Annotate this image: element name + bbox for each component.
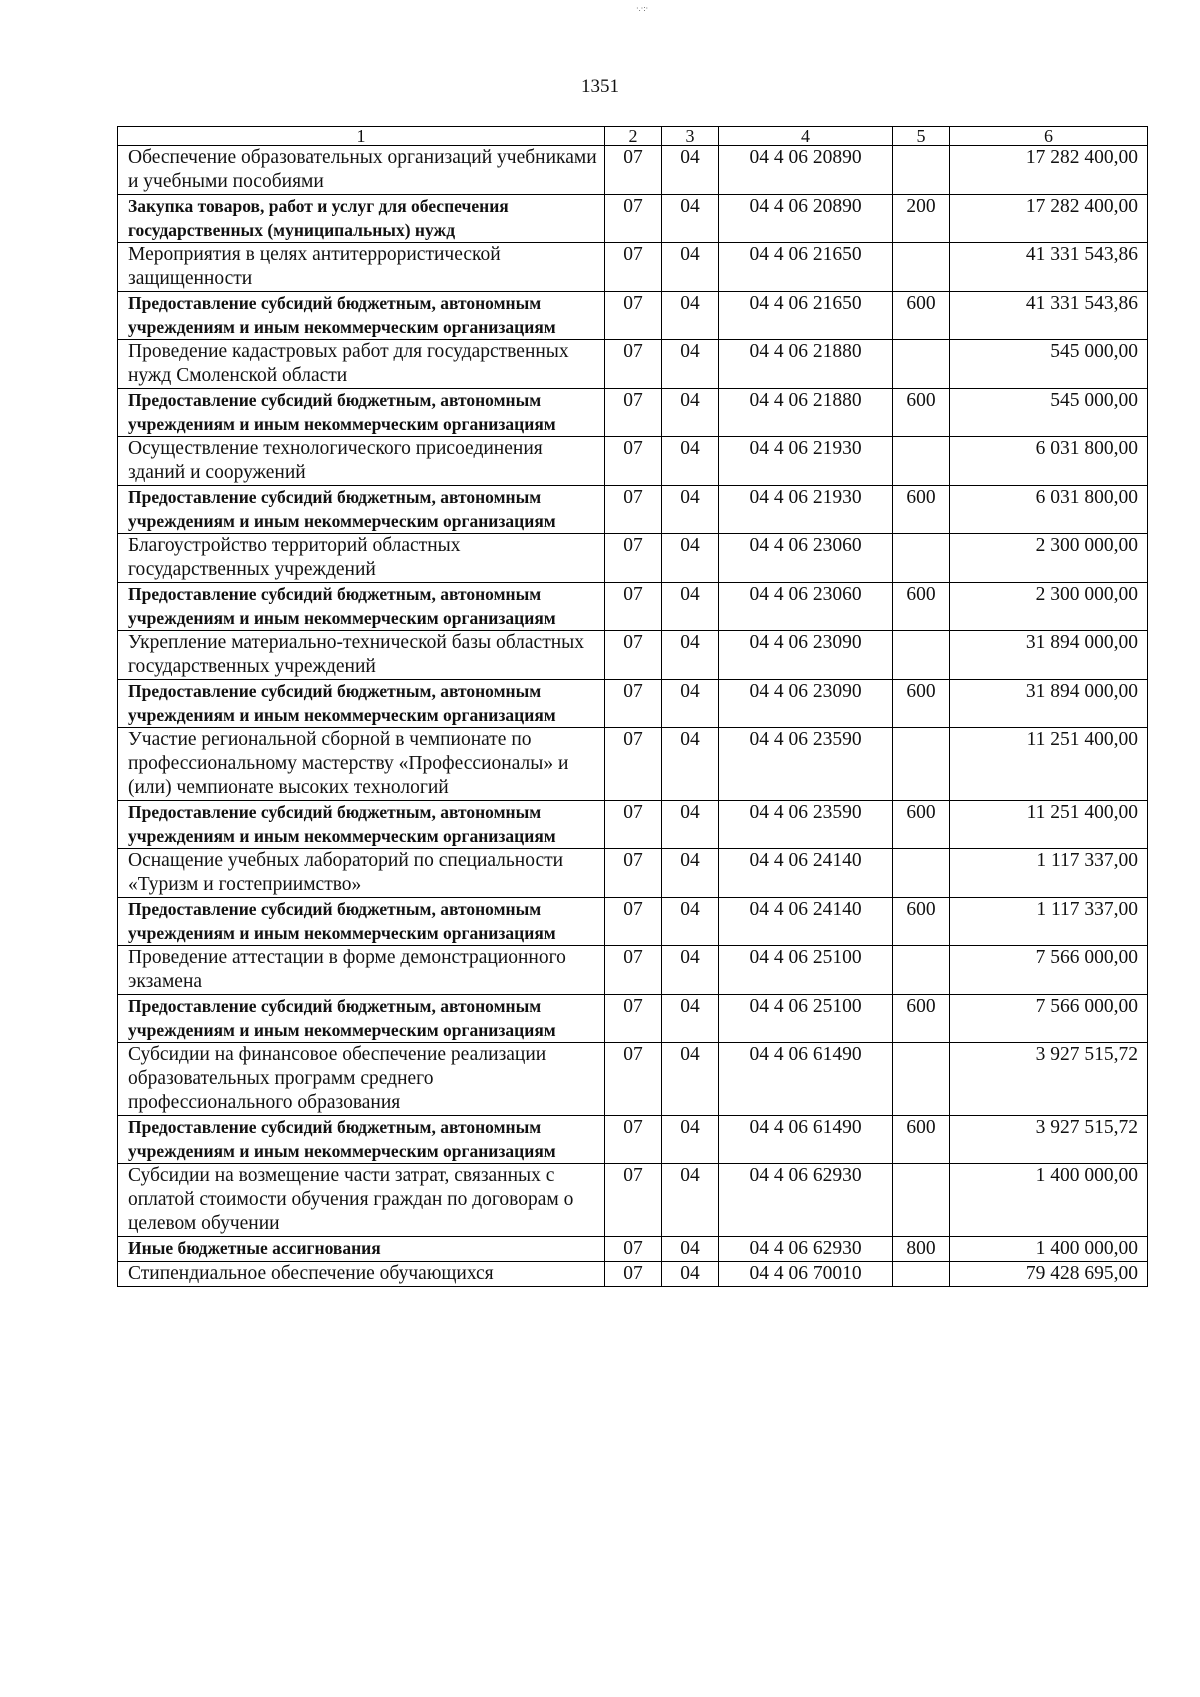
target-article-cell: 04 4 06 61490 bbox=[719, 1043, 893, 1116]
table-row bbox=[118, 1262, 1148, 1287]
row-name-cell: Обеспечение образовательных организаций учебниками и учебными пособиями bbox=[118, 146, 605, 195]
table-row bbox=[118, 631, 1148, 680]
target-article-cell: 04 4 06 70010 bbox=[719, 1262, 893, 1287]
expense-type-cell bbox=[893, 631, 950, 680]
target-article-cell: 04 4 06 24140 bbox=[719, 898, 893, 946]
section-code-cell: 07 bbox=[605, 1237, 662, 1262]
table-row bbox=[118, 946, 1148, 995]
target-article-cell: 04 4 06 25100 bbox=[719, 946, 893, 995]
subsection-code-cell: 04 bbox=[662, 146, 719, 195]
table-row bbox=[118, 849, 1148, 898]
target-article-cell: 04 4 06 62930 bbox=[719, 1237, 893, 1262]
table-row bbox=[118, 583, 1148, 631]
section-code-cell: 07 bbox=[605, 437, 662, 486]
amount-cell: 17 282 400,00 bbox=[950, 195, 1148, 243]
section-code-cell: 07 bbox=[605, 946, 662, 995]
target-article-cell: 04 4 06 21880 bbox=[719, 389, 893, 437]
target-article-cell: 04 4 06 20890 bbox=[719, 195, 893, 243]
subsection-code-cell: 04 bbox=[662, 1116, 719, 1164]
row-name-cell: Укрепление материально-технической базы областных государственных учреждений bbox=[118, 631, 605, 680]
column-header-6: 6 bbox=[950, 127, 1148, 146]
amount-cell: 31 894 000,00 bbox=[950, 631, 1148, 680]
section-code-cell: 07 bbox=[605, 1262, 662, 1287]
amount-cell: 1 117 337,00 bbox=[950, 898, 1148, 946]
subsection-code-cell: 04 bbox=[662, 340, 719, 389]
amount-cell: 1 400 000,00 bbox=[950, 1237, 1148, 1262]
expense-type-cell bbox=[893, 437, 950, 486]
target-article-cell: 04 4 06 21650 bbox=[719, 243, 893, 292]
section-code-cell: 07 bbox=[605, 849, 662, 898]
subsection-code-cell: 04 bbox=[662, 898, 719, 946]
subsection-code-cell: 04 bbox=[662, 534, 719, 583]
row-name-cell: Предоставление субсидий бюджетным, автономным учреждениям и иным некоммерческим организациям bbox=[118, 486, 605, 534]
target-article-cell: 04 4 06 25100 bbox=[719, 995, 893, 1043]
subsection-code-cell: 04 bbox=[662, 1043, 719, 1116]
expense-type-cell bbox=[893, 534, 950, 583]
target-article-cell: 04 4 06 24140 bbox=[719, 849, 893, 898]
expense-type-cell bbox=[893, 946, 950, 995]
table-row bbox=[118, 340, 1148, 389]
expense-type-cell bbox=[893, 340, 950, 389]
row-name-cell: Предоставление субсидий бюджетным, автономным учреждениям и иным некоммерческим организациям bbox=[118, 898, 605, 946]
table-row bbox=[118, 1043, 1148, 1116]
row-name-cell: Субсидии на возмещение части затрат, связанных с оплатой стоимости обучения граждан по договорам о целевом обучении bbox=[118, 1164, 605, 1237]
row-name-cell: Проведение аттестации в форме демонстрационного экзамена bbox=[118, 946, 605, 995]
section-code-cell: 07 bbox=[605, 1116, 662, 1164]
row-name-cell: Предоставление субсидий бюджетным, автономным учреждениям и иным некоммерческим организациям bbox=[118, 583, 605, 631]
expense-type-cell: 600 bbox=[893, 995, 950, 1043]
amount-cell: 31 894 000,00 bbox=[950, 680, 1148, 728]
row-name-cell: Участие региональной сборной в чемпионате по профессиональному мастерству «Профессионалы» и (или) чемпионате высоких технологий bbox=[118, 728, 605, 801]
expense-type-cell: 600 bbox=[893, 486, 950, 534]
table-row bbox=[118, 898, 1148, 946]
section-code-cell: 07 bbox=[605, 195, 662, 243]
expense-type-cell bbox=[893, 146, 950, 195]
row-name-cell: Иные бюджетные ассигнования bbox=[118, 1237, 605, 1262]
section-code-cell: 07 bbox=[605, 995, 662, 1043]
row-name-cell: Осуществление технологического присоединения зданий и сооружений bbox=[118, 437, 605, 486]
target-article-cell: 04 4 06 20890 bbox=[719, 146, 893, 195]
subsection-code-cell: 04 bbox=[662, 243, 719, 292]
subsection-code-cell: 04 bbox=[662, 680, 719, 728]
column-header-2: 2 bbox=[605, 127, 662, 146]
target-article-cell: 04 4 06 23060 bbox=[719, 534, 893, 583]
expense-type-cell: 600 bbox=[893, 583, 950, 631]
table-row bbox=[118, 1237, 1148, 1262]
row-name-cell: Предоставление субсидий бюджетным, автономным учреждениям и иным некоммерческим организациям bbox=[118, 995, 605, 1043]
expense-type-cell: 600 bbox=[893, 680, 950, 728]
section-code-cell: 07 bbox=[605, 631, 662, 680]
target-article-cell: 04 4 06 62930 bbox=[719, 1164, 893, 1237]
amount-cell: 11 251 400,00 bbox=[950, 728, 1148, 801]
target-article-cell: 04 4 06 21930 bbox=[719, 486, 893, 534]
section-code-cell: 07 bbox=[605, 534, 662, 583]
table-row bbox=[118, 1116, 1148, 1164]
section-code-cell: 07 bbox=[605, 680, 662, 728]
table-row bbox=[118, 534, 1148, 583]
subsection-code-cell: 04 bbox=[662, 583, 719, 631]
subsection-code-cell: 04 bbox=[662, 946, 719, 995]
budget-table bbox=[117, 126, 1148, 1287]
row-name-cell: Благоустройство территорий областных государственных учреждений bbox=[118, 534, 605, 583]
section-code-cell: 07 bbox=[605, 583, 662, 631]
section-code-cell: 07 bbox=[605, 898, 662, 946]
table-row bbox=[118, 680, 1148, 728]
expense-type-cell bbox=[893, 243, 950, 292]
amount-cell: 41 331 543,86 bbox=[950, 292, 1148, 340]
subsection-code-cell: 04 bbox=[662, 801, 719, 849]
table-row bbox=[118, 292, 1148, 340]
scan-mark: ·.·:· bbox=[636, 4, 649, 13]
subsection-code-cell: 04 bbox=[662, 1262, 719, 1287]
amount-cell: 2 300 000,00 bbox=[950, 534, 1148, 583]
subsection-code-cell: 04 bbox=[662, 1164, 719, 1237]
row-name-cell: Субсидии на финансовое обеспечение реализации образовательных программ среднего профессионального образования bbox=[118, 1043, 605, 1116]
column-header-4: 4 bbox=[719, 127, 893, 146]
row-name-cell: Предоставление субсидий бюджетным, автономным учреждениям и иным некоммерческим организациям bbox=[118, 680, 605, 728]
table-row bbox=[118, 1164, 1148, 1237]
subsection-code-cell: 04 bbox=[662, 1237, 719, 1262]
table-row bbox=[118, 486, 1148, 534]
amount-cell: 7 566 000,00 bbox=[950, 946, 1148, 995]
target-article-cell: 04 4 06 21880 bbox=[719, 340, 893, 389]
amount-cell: 545 000,00 bbox=[950, 340, 1148, 389]
amount-cell: 41 331 543,86 bbox=[950, 243, 1148, 292]
target-article-cell: 04 4 06 21930 bbox=[719, 437, 893, 486]
amount-cell: 17 282 400,00 bbox=[950, 146, 1148, 195]
expense-type-cell bbox=[893, 1043, 950, 1116]
row-name-cell: Предоставление субсидий бюджетным, автономным учреждениям и иным некоммерческим организациям bbox=[118, 292, 605, 340]
row-name-cell: Закупка товаров, работ и услуг для обеспечения государственных (муниципальных) нужд bbox=[118, 195, 605, 243]
table-row bbox=[118, 995, 1148, 1043]
section-code-cell: 07 bbox=[605, 728, 662, 801]
section-code-cell: 07 bbox=[605, 243, 662, 292]
row-name-cell: Стипендиальное обеспечение обучающихся bbox=[118, 1262, 605, 1287]
subsection-code-cell: 04 bbox=[662, 195, 719, 243]
expense-type-cell: 600 bbox=[893, 898, 950, 946]
row-name-cell: Предоставление субсидий бюджетным, автономным учреждениям и иным некоммерческим организациям bbox=[118, 801, 605, 849]
target-article-cell: 04 4 06 61490 bbox=[719, 1116, 893, 1164]
section-code-cell: 07 bbox=[605, 1043, 662, 1116]
table-row bbox=[118, 146, 1148, 195]
section-code-cell: 07 bbox=[605, 801, 662, 849]
table-row bbox=[118, 728, 1148, 801]
amount-cell: 3 927 515,72 bbox=[950, 1043, 1148, 1116]
table-row bbox=[118, 243, 1148, 292]
row-name-cell: Оснащение учебных лабораторий по специальности «Туризм и гостеприимство» bbox=[118, 849, 605, 898]
subsection-code-cell: 04 bbox=[662, 389, 719, 437]
subsection-code-cell: 04 bbox=[662, 728, 719, 801]
subsection-code-cell: 04 bbox=[662, 292, 719, 340]
expense-type-cell: 600 bbox=[893, 1116, 950, 1164]
amount-cell: 11 251 400,00 bbox=[950, 801, 1148, 849]
row-name-cell: Проведение кадастровых работ для государственных нужд Смоленской области bbox=[118, 340, 605, 389]
target-article-cell: 04 4 06 21650 bbox=[719, 292, 893, 340]
table-row bbox=[118, 389, 1148, 437]
expense-type-cell bbox=[893, 1262, 950, 1287]
target-article-cell: 04 4 06 23090 bbox=[719, 631, 893, 680]
header-row bbox=[118, 127, 1148, 146]
section-code-cell: 07 bbox=[605, 1164, 662, 1237]
amount-cell: 6 031 800,00 bbox=[950, 437, 1148, 486]
amount-cell: 79 428 695,00 bbox=[950, 1262, 1148, 1287]
budget-table-body bbox=[118, 127, 1148, 1287]
target-article-cell: 04 4 06 23590 bbox=[719, 801, 893, 849]
table-row bbox=[118, 801, 1148, 849]
subsection-code-cell: 04 bbox=[662, 631, 719, 680]
amount-cell: 2 300 000,00 bbox=[950, 583, 1148, 631]
amount-cell: 1 400 000,00 bbox=[950, 1164, 1148, 1237]
target-article-cell: 04 4 06 23060 bbox=[719, 583, 893, 631]
expense-type-cell: 600 bbox=[893, 389, 950, 437]
table-row bbox=[118, 195, 1148, 243]
subsection-code-cell: 04 bbox=[662, 486, 719, 534]
section-code-cell: 07 bbox=[605, 486, 662, 534]
amount-cell: 3 927 515,72 bbox=[950, 1116, 1148, 1164]
amount-cell: 1 117 337,00 bbox=[950, 849, 1148, 898]
section-code-cell: 07 bbox=[605, 340, 662, 389]
column-header-3: 3 bbox=[662, 127, 719, 146]
section-code-cell: 07 bbox=[605, 292, 662, 340]
amount-cell: 6 031 800,00 bbox=[950, 486, 1148, 534]
expense-type-cell: 200 bbox=[893, 195, 950, 243]
expense-type-cell bbox=[893, 728, 950, 801]
target-article-cell: 04 4 06 23090 bbox=[719, 680, 893, 728]
expense-type-cell bbox=[893, 849, 950, 898]
column-header-5: 5 bbox=[893, 127, 950, 146]
target-article-cell: 04 4 06 23590 bbox=[719, 728, 893, 801]
section-code-cell: 07 bbox=[605, 389, 662, 437]
expense-type-cell: 800 bbox=[893, 1237, 950, 1262]
table-row bbox=[118, 437, 1148, 486]
row-name-cell: Предоставление субсидий бюджетным, автономным учреждениям и иным некоммерческим организациям bbox=[118, 1116, 605, 1164]
amount-cell: 545 000,00 bbox=[950, 389, 1148, 437]
page-number: 1351 bbox=[581, 76, 619, 97]
subsection-code-cell: 04 bbox=[662, 849, 719, 898]
expense-type-cell bbox=[893, 1164, 950, 1237]
expense-type-cell: 600 bbox=[893, 801, 950, 849]
row-name-cell: Мероприятия в целях антитеррористической защищенности bbox=[118, 243, 605, 292]
amount-cell: 7 566 000,00 bbox=[950, 995, 1148, 1043]
subsection-code-cell: 04 bbox=[662, 437, 719, 486]
expense-type-cell: 600 bbox=[893, 292, 950, 340]
column-header-1: 1 bbox=[118, 127, 605, 146]
subsection-code-cell: 04 bbox=[662, 995, 719, 1043]
row-name-cell: Предоставление субсидий бюджетным, автономным учреждениям и иным некоммерческим организациям bbox=[118, 389, 605, 437]
section-code-cell: 07 bbox=[605, 146, 662, 195]
